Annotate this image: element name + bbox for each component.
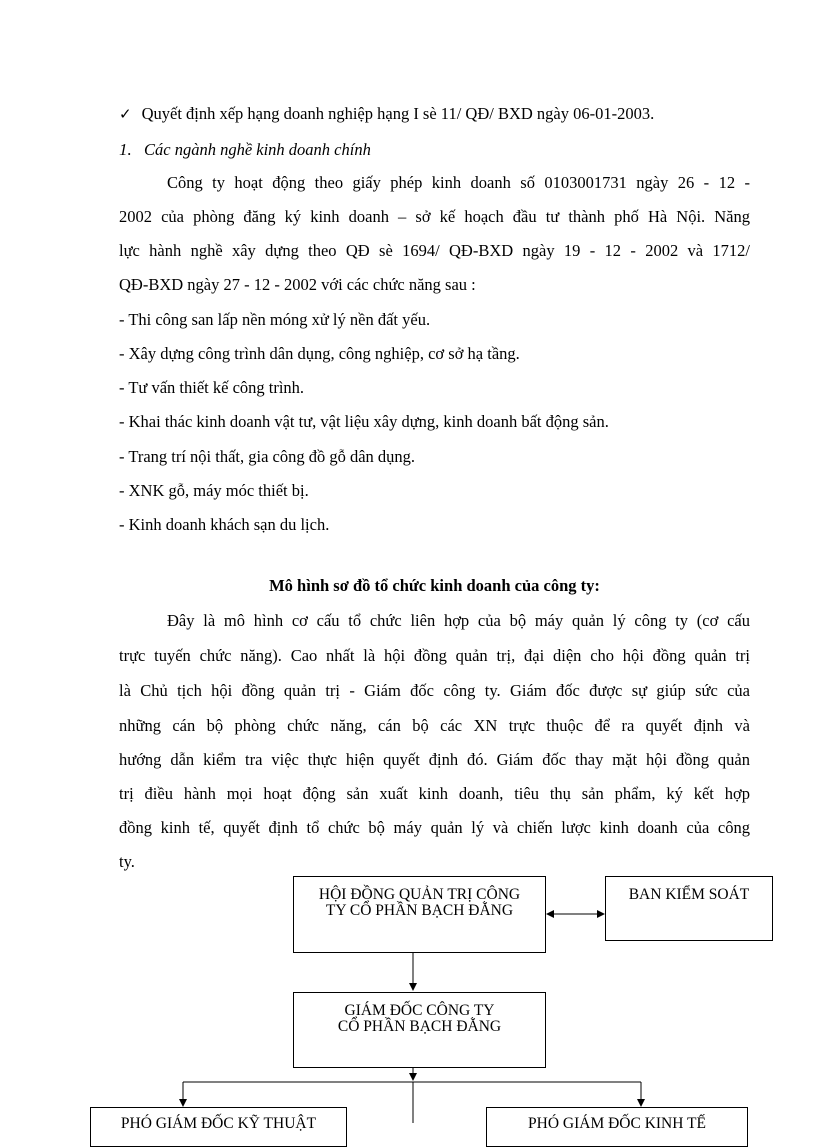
supervisory-label: BAN KIỂM SOÁT [628, 886, 750, 903]
deputy-economic-label: PHÓ GIÁM ĐỐC KINH TẾ [528, 1115, 706, 1132]
intro-line-4: QĐ-BXD ngày 27 - 12 - 2002 với các chức năng sau : [119, 275, 476, 294]
function-item: - Xây dựng công trình dân dụng, công nghiệp, cơ sở hạ tầng. [119, 344, 520, 363]
function-item: - Kinh doanh khách sạn du lịch. [119, 515, 330, 534]
model-heading: Mô hình sơ đồ tổ chức kinh doanh của công ty: [269, 576, 600, 595]
model-line-2: trực tuyến chức năng). Cao nhất là hội đồng quản trị, đại diện cho hội đồng quản trị [119, 646, 750, 665]
model-line-7: đồng kinh tế, quyết định tổ chức bộ máy quản lý và chiến lược kinh doanh của công [119, 818, 750, 837]
deputy-technical-box [90, 1107, 347, 1147]
section-title: Các ngành nghề kinh doanh chính [144, 140, 371, 159]
supervisory-box [605, 876, 773, 941]
model-line-5: hướng dẫn kiểm tra việc thực hiện quyết định đó. Giám đốc thay mặt hội đồng quản [119, 750, 750, 769]
model-line-4: những cán bộ phòng chức năng, cán bộ các XN trực thuộc để ra quyết định và [119, 716, 750, 735]
intro-line-1: Công ty hoạt động theo giấy phép kinh doanh số 0103001731 ngày 26 - 12 - [167, 173, 750, 192]
director-line-2: CỔ PHẦN BẠCH ĐẰNG [337, 1018, 502, 1035]
function-item: - Tư vấn thiết kế công trình. [119, 378, 305, 397]
director-box [293, 992, 546, 1068]
decision-text: Quyết định xếp hạng doanh nghiệp hạng I sè 11/ QĐ/ BXD ngày 06-01-2003. [141, 104, 655, 123]
model-line-8: ty. [119, 852, 135, 871]
intro-line-3: lực hành nghề xây dựng theo QĐ sè 1694/ QĐ-BXD ngày 19 - 12 - 2002 và 1712/ [119, 241, 750, 260]
model-line-6: trị điều hành mọi hoạt động sản xuất kinh doanh, tiêu thụ sản phẩm, ký kết hợp [119, 784, 750, 803]
function-item: - XNK gỗ, máy móc thiết bị. [119, 481, 309, 500]
board-line-1: HỘI ĐỒNG QUẢN TRỊ CÔNG [318, 886, 521, 903]
checkmark-icon: ✓ [119, 105, 132, 123]
director-line-1: GIÁM ĐỐC CÔNG TY [344, 1002, 495, 1019]
deputy-technical-label: PHÓ GIÁM ĐỐC KỸ THUẬT [120, 1115, 317, 1132]
board-box [293, 876, 546, 953]
function-item: - Thi công san lấp nền móng xử lý nền đất yếu. [119, 310, 431, 329]
model-line-3: là Chủ tịch hội đồng quản trị - Giám đốc công ty. Giám đốc được sự giúp sức của [119, 681, 750, 700]
intro-line-2: 2002 của phòng đăng ký kinh doanh – sở kế hoạch đầu tư thành phố Hà Nội. Năng [119, 207, 750, 226]
function-item: - Trang trí nội thất, gia công đồ gỗ dân dụng. [119, 447, 416, 466]
function-item: - Khai thác kinh doanh vật tư, vật liệu xây dựng, kinh doanh bất động sản. [119, 412, 609, 431]
board-line-2: TY CỔ PHẦN BẠCH ĐẰNG [325, 902, 514, 919]
deputy-economic-box [486, 1107, 748, 1147]
section-number: 1. [119, 140, 132, 159]
model-line-1: Đây là mô hình cơ cấu tổ chức liên hợp của bộ máy quản lý công ty (cơ cấu [167, 611, 750, 630]
